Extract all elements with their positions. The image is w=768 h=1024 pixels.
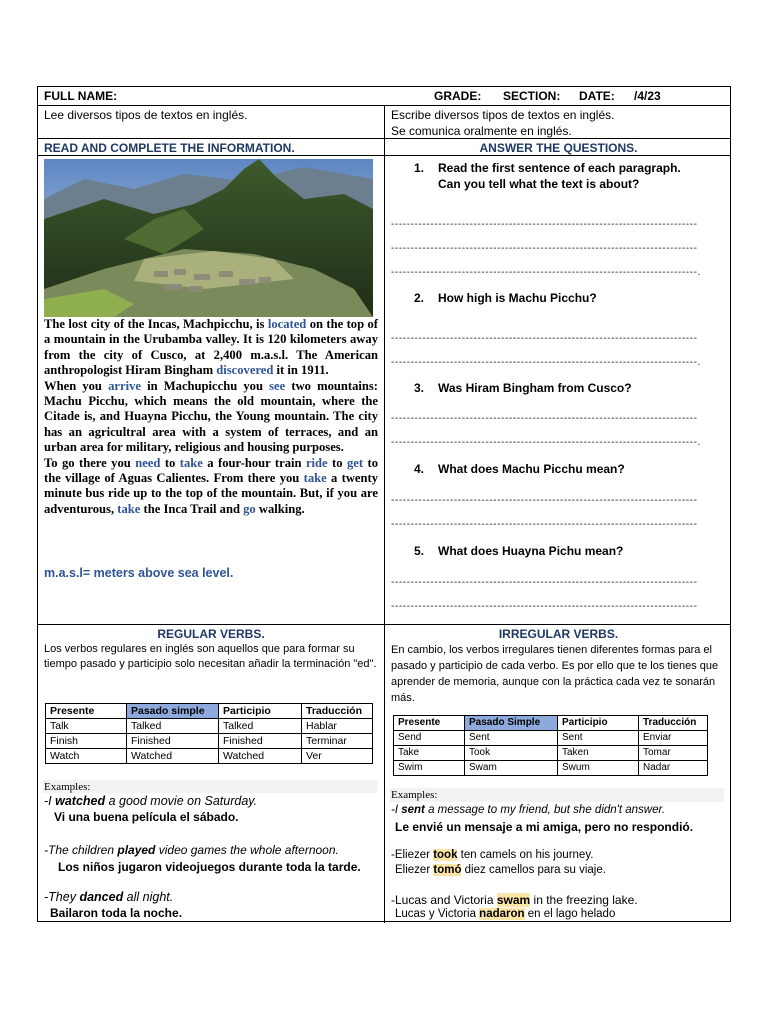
question-1-text-2: Can you tell what the text is about? <box>438 177 640 191</box>
irregular-verbs-table <box>393 715 708 776</box>
read-section-title: READ AND COMPLETE THE INFORMATION. <box>44 141 295 155</box>
table-row: Take Took Taken Tomar <box>394 746 708 761</box>
answer-line[interactable]: ------------------------------------------------------------------------------ <box>391 413 698 424</box>
masl-note: m.a.s.l= meters above sea level. <box>44 566 234 580</box>
grade-label: GRADE: <box>434 89 482 103</box>
full-name-label: FULL NAME: <box>44 89 118 103</box>
question-5-number: 5. <box>414 544 425 558</box>
irregular-verbs-description: En cambio, los verbos irregulares tienen diferentes formas para el pasado y participio de cada verbo. Es por ello que te los tienes que aprender de memoria, aunque con la práctica cada vez te sonarán más. <box>391 644 719 704</box>
paragraph-1: The lost city of the Incas, Machpicchu, is located on the top of a mountain in the Urubamba valley. It is 120 kilometers away from the city of Cusco, at 2,400 m.a.s.l. The American anthropologist Hiram Bingham discovered it in 1911. <box>44 317 378 378</box>
competency-left: Lee diversos tipos de textos en inglés. <box>44 108 248 122</box>
worksheet <box>37 86 731 922</box>
question-4-text: What does Machu Picchu mean? <box>438 462 625 476</box>
machu-picchu-photo <box>44 159 373 317</box>
regular-verbs-description: Los verbos regulares en inglés son aquellos que para formar su tiempo pasado y participio solo necesitan añadir la terminación "ed". <box>44 643 377 670</box>
examples-label-background <box>390 788 724 802</box>
section-label: SECTION: <box>503 89 561 103</box>
answer-line[interactable]: ------------------------------------------------------------------------------ <box>391 601 698 612</box>
column-header: Pasado simple <box>127 704 219 719</box>
table-row: Talk Talked Talked Hablar <box>46 719 373 734</box>
column-header: Pasado Simple <box>465 716 558 731</box>
paragraph-2: When you arrive in Machupicchu you see two mountains: Machu Picchu, which means the old mountain, where the Citade is, and Huayna Picchu, the Young mountain. The city has an agricultral area with a system of terraces, and an urban area for military, religious and housing purposes. <box>44 378 378 455</box>
question-1-number: 1. <box>414 161 425 175</box>
regular-example-1: -I watched a good movie on Saturday. <box>44 794 258 808</box>
answer-section-title: ANSWER THE QUESTIONS. <box>479 141 638 155</box>
irregular-example-1-translation: Le envié un mensaje a mi amiga, pero no respondió. <box>395 820 694 834</box>
table-header-row <box>394 716 708 731</box>
answer-line[interactable]: ------------------------------------------------------------------------------ <box>391 243 698 254</box>
examples-label-background <box>43 780 377 793</box>
column-header: Presente <box>394 716 465 731</box>
irregular-example-1: -I sent a message to my friend, but she didn't answer. <box>391 804 666 816</box>
competency-right-2: Se comunica oralmente en inglés. <box>391 124 572 138</box>
answer-line[interactable]: ------------------------------------------------------------------------------ <box>391 577 698 588</box>
column-divider <box>384 105 385 923</box>
paragraph-3: To go there you need to take a four-hour train ride to get to the village of Aguas Calientes. From there you take a twenty minute bus ride up to the top of the mountain. But, if you are adventurous, take the Inca Trail and go walking. <box>44 455 379 516</box>
answer-line[interactable]: ------------------------------------------------------------------------------. <box>391 437 701 448</box>
column-header: Participio <box>558 716 639 731</box>
irregular-example-3-translation: Lucas y Victoria nadaron en el lago helado <box>395 908 616 920</box>
regular-example-2: -The children played video games the whole afternoon. <box>44 843 339 857</box>
question-1-text: Read the first sentence of each paragraph. <box>438 161 681 175</box>
regular-examples-label: Examples: <box>44 781 91 793</box>
answer-line[interactable]: ------------------------------------------------------------------------------. <box>391 267 701 278</box>
answer-line[interactable]: ------------------------------------------------------------------------------ <box>391 219 698 230</box>
irregular-example-3: -Lucas and Victoria swam in the freezing lake. <box>391 893 638 907</box>
table-row: Swim Swam Swum Nadar <box>394 761 708 776</box>
column-header: Traducción <box>639 716 708 731</box>
irregular-examples-label: Examples: <box>391 789 438 801</box>
regular-example-1-translation: Vi una buena película el sábado. <box>54 810 239 824</box>
irregular-example-2-translation: Eliezer tomó diez camellos para su viaje. <box>395 864 606 876</box>
question-3-number: 3. <box>414 381 425 395</box>
regular-example-3: -They danced all night. <box>44 890 174 904</box>
answer-line[interactable]: ------------------------------------------------------------------------------. <box>391 357 701 368</box>
competency-right-1: Escribe diversos tipos de textos en inglés. <box>391 108 615 122</box>
column-header: Traducción <box>302 704 373 719</box>
date-value: /4/23 <box>634 89 661 103</box>
column-header: Participio <box>219 704 302 719</box>
answer-line[interactable]: ------------------------------------------------------------------------------ <box>391 519 698 530</box>
irregular-verbs-title: IRREGULAR VERBS. <box>498 627 619 641</box>
question-5-text: What does Huayna Pichu mean? <box>438 544 624 558</box>
column-header: Presente <box>46 704 127 719</box>
question-4-number: 4. <box>414 462 425 476</box>
reading-text <box>44 317 378 517</box>
question-2-number: 2. <box>414 291 425 305</box>
answer-line[interactable]: ------------------------------------------------------------------------------ <box>391 495 698 506</box>
table-row: Watch Watched Watched Ver <box>46 749 373 764</box>
answer-line[interactable]: ------------------------------------------------------------------------------ <box>391 333 698 344</box>
regular-example-3-translation: Bailaron toda la noche. <box>50 906 183 920</box>
question-2-text: How high is Machu Picchu? <box>438 291 597 305</box>
question-3-text: Was Hiram Bingham from Cusco? <box>438 381 632 395</box>
regular-example-2-translation: Los niños jugaron videojuegos durante toda la tarde. <box>58 860 361 874</box>
table-header-row <box>46 704 373 719</box>
irregular-example-2: -Eliezer took ten camels on his journey. <box>391 849 594 861</box>
regular-verbs-title: REGULAR VERBS. <box>157 627 265 641</box>
regular-verbs-table <box>45 703 373 764</box>
date-label: DATE: <box>579 89 615 103</box>
table-row: Send Sent Sent Enviar <box>394 731 708 746</box>
table-row: Finish Finished Finished Terminar <box>46 734 373 749</box>
